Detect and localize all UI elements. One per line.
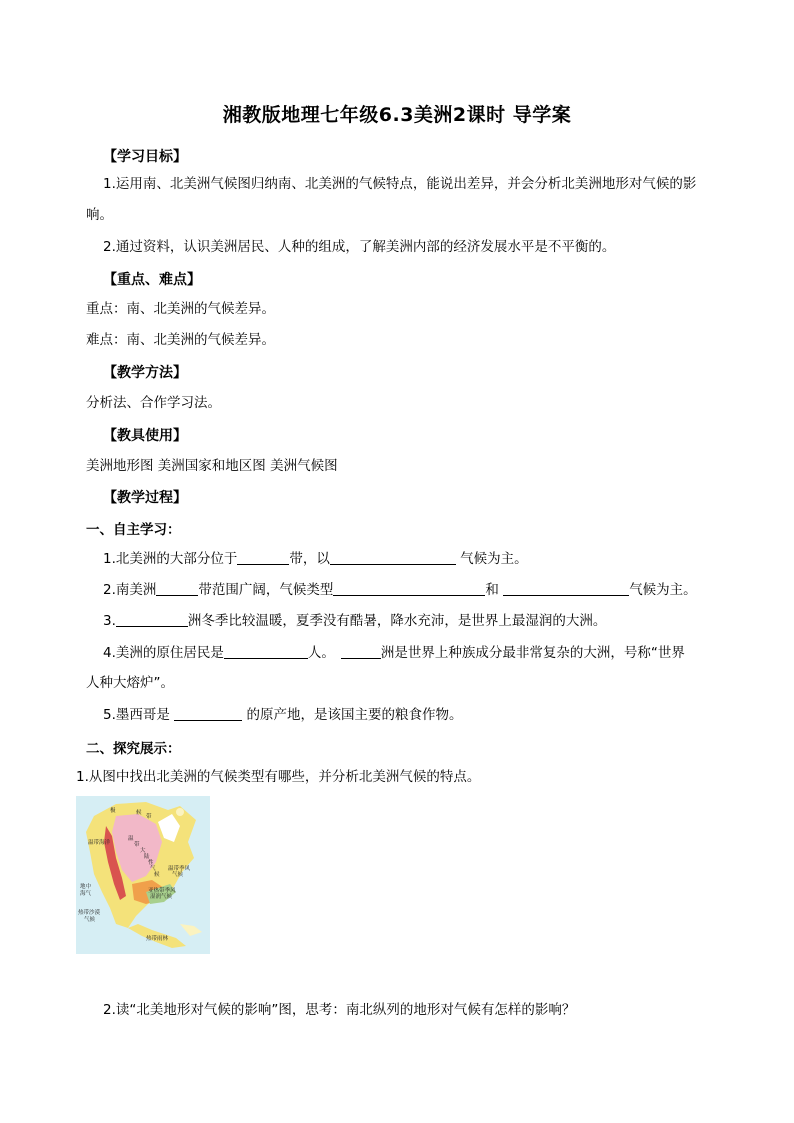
blank-3[interactable] xyxy=(156,580,198,596)
blank-5[interactable] xyxy=(503,580,629,596)
question-4-continued: 人种大熔炉”。 xyxy=(86,675,174,691)
blank-8[interactable] xyxy=(341,643,381,659)
north-america-climate-map xyxy=(76,796,210,954)
map-label: 陆 xyxy=(144,854,150,860)
teaching-method: 分析法、合作学习法。 xyxy=(86,395,221,411)
map-label: 温带季风 xyxy=(168,866,191,872)
map-label: 气候 xyxy=(172,872,184,878)
part-self-study: 一、自主学习： xyxy=(86,522,181,538)
map-label: 海气 xyxy=(80,891,92,897)
goal-1-line-b: 响。 xyxy=(86,207,113,223)
question-4: 4.美洲的原住居民是 人。 洲是世界上种族成分最非常复杂的大洲，号称“世界 xyxy=(103,645,685,661)
map-label: 候 xyxy=(136,810,142,816)
part-explore: 二、探究展示： xyxy=(86,741,181,757)
section-teaching-process: 【教学过程】 xyxy=(103,490,187,506)
map-label: 温 xyxy=(128,836,134,842)
blank-7[interactable] xyxy=(224,643,308,659)
map-label: 湿润气候 xyxy=(150,894,173,900)
question-5: 5.墨西哥是 的原产地，是该国主要的粮食作物。 xyxy=(103,707,463,723)
blank-9[interactable] xyxy=(174,705,242,721)
teaching-tools: 美洲地形图 美洲国家和地区图 美洲气候图 xyxy=(86,458,338,474)
map-label: 性 xyxy=(148,860,154,866)
explore-question-1: 1.从图中找出北美洲的气候类型有哪些，并分析北美洲气候的特点。 xyxy=(76,769,481,785)
blank-6[interactable] xyxy=(116,611,188,627)
key-point: 重点：南、北美洲的气候差异。 xyxy=(86,301,275,317)
map-label: 大 xyxy=(140,848,146,854)
map-label: 地中 xyxy=(80,884,92,890)
question-2: 2.南美洲 带范围广阔，气候类型 和 气候为主。 xyxy=(103,582,697,598)
map-label: 极 xyxy=(110,808,116,814)
goal-2: 2.通过资料，认识美洲居民、人种的组成，了解美洲内部的经济发展水平是不平衡的。 xyxy=(103,239,616,255)
blank-4[interactable] xyxy=(333,580,485,596)
section-key-points: 【重点、难点】 xyxy=(103,272,201,288)
map-label: 候 xyxy=(154,872,160,878)
goal-1-line-a: 1.运用南、北美洲气候图归纳南、北美洲的气候特点，能说出差异，并会分析北美洲地形对气候的影 xyxy=(103,176,697,192)
page-title: 湘教版地理七年级6.3美洲2课时 导学案 xyxy=(222,104,572,126)
section-teaching-method: 【教学方法】 xyxy=(103,365,187,381)
hard-point: 难点：南、北美洲的气候差异。 xyxy=(86,332,275,348)
map-label: 气候 xyxy=(84,917,96,923)
section-learning-goals: 【学习目标】 xyxy=(103,149,187,165)
map-label: 带 xyxy=(146,814,152,820)
map-label: 热带雨林 xyxy=(146,936,169,942)
map-label: 热带沙漠 xyxy=(78,910,101,916)
map-label: 温带海洋 xyxy=(88,840,111,846)
map-island xyxy=(176,808,184,816)
map-label: 带 xyxy=(134,842,140,848)
blank-2[interactable] xyxy=(330,549,456,565)
map-label: 亚热带季风 xyxy=(148,888,176,894)
section-teaching-tools: 【教具使用】 xyxy=(103,428,187,444)
blank-1[interactable] xyxy=(237,549,289,565)
map-label: 气 xyxy=(150,866,156,872)
question-1: 1.北美洲的大部分位于 带，以 气候为主。 xyxy=(103,551,528,567)
question-3: 3. 洲冬季比较温暖，夏季没有酷暑，降水充沛，是世界上最湿润的大洲。 xyxy=(103,613,607,629)
explore-question-2: 2.读“北美地形对气候的影响”图，思考：南北纵列的地形对气候有怎样的影响？ xyxy=(103,1002,576,1018)
